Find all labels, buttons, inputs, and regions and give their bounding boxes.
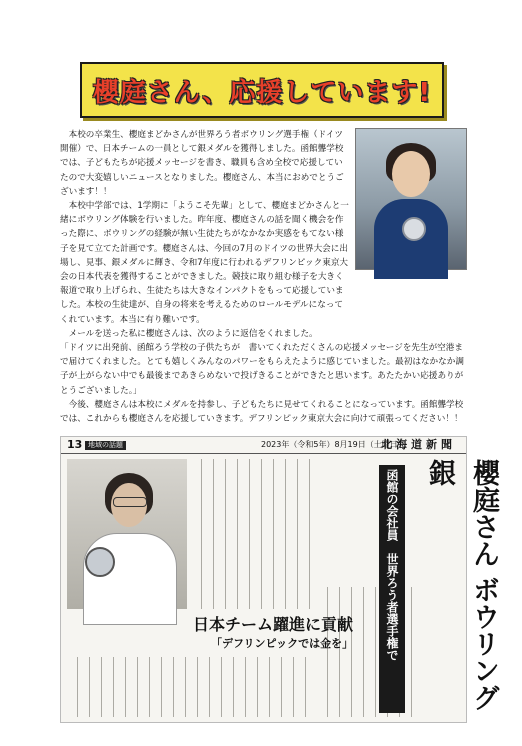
clipping-headline-main: 日本チーム躍進に貢献 [193,615,354,634]
clipping-date: 2023年（令和5年）8月19日（土曜日） [261,440,406,449]
paragraph-4-quote: 「ドイツに出発前、函館ろう学校の子供たちが 書いてくれただくさんの応援メッセージを先生が空港まで届けてくれました。とても嬉しくみんなのパワーをもらえたように感じていました。最初はなかなか調子が上がらない中でも最後まであきらめないで投げきることができたと思います。あたたかい応援ありがとうございました。」 [60,343,464,396]
paragraph-3: メールを送った私に櫻庭さんは、次のように返信をくれました。 [68,328,318,339]
glasses-icon [113,497,147,507]
clipping-photo [67,459,187,609]
clipping-text-columns [191,459,311,609]
clipping-medal-icon [85,547,115,577]
clipping-headline-vertical: 櫻庭さん ボウリング銀 [424,459,499,712]
title-banner [80,62,444,118]
clipping-section: 地域の話題 [85,441,126,450]
clipping-paper-name: 北海道新聞 [381,438,456,451]
page-title: 櫻庭さん、応援しています! [92,77,432,108]
paragraph-2: 本校中学部では、1学期に「ようこそ先輩」として、櫻庭まどかさんと一緒にボウリング体験を行いました。昨年度、櫻庭さんの話を聞く機会を作った際に、ボウリングの経験が無い生徒たちがなかなか実感をもてない様子を見て立てた計画です。櫻庭さんは、今回の7月のドイツの世界大会に出場し、見事、銀メダルに輝き、令和7年度に行われるデフリンピック東京大会の日本代表を獲得することができました。競技に取り組む様子を大きく報道で取り上げられ、生徒たちは大きなインパクトをもって応援していました。本校の生徒達が、自身の将来を考えるためのロールモデルになってくれています。本当に有り難いです。 [60,201,349,325]
clipping-header [61,437,466,454]
article-body [60,128,465,426]
clipping-headline-quote: 「デフリンピックでは金を」 [211,637,354,650]
paragraph-5: 今後、櫻庭さんは本校にメダルを持参し、子どもたちに見せてくれることになっています。函館聾学校では、これからも櫻庭さんを応援していきます。デフリンピック東京大会に向けて頑張ってください！！ [60,399,464,425]
clipping-subhead-vertical: 函館の会社員 世界ろう者選手権で [379,465,405,713]
newspaper-clipping [60,436,499,723]
paragraph-1: 本校の卒業生、櫻庭まどかさんが世界ろう者ボウリング選手権（ドイツ開催）で、日本チームの一員として銀メダルを獲得しました。函館聾学校では、子どもたちが応援メッセージを書き、職員も含め全校で応援していたので大変嬉しいニュースとなりました。櫻庭さん、本当におめでとうございます！！ [60,130,344,197]
clipping-text-columns-lower [67,657,311,717]
clipping-page-number: 13 [67,438,83,451]
